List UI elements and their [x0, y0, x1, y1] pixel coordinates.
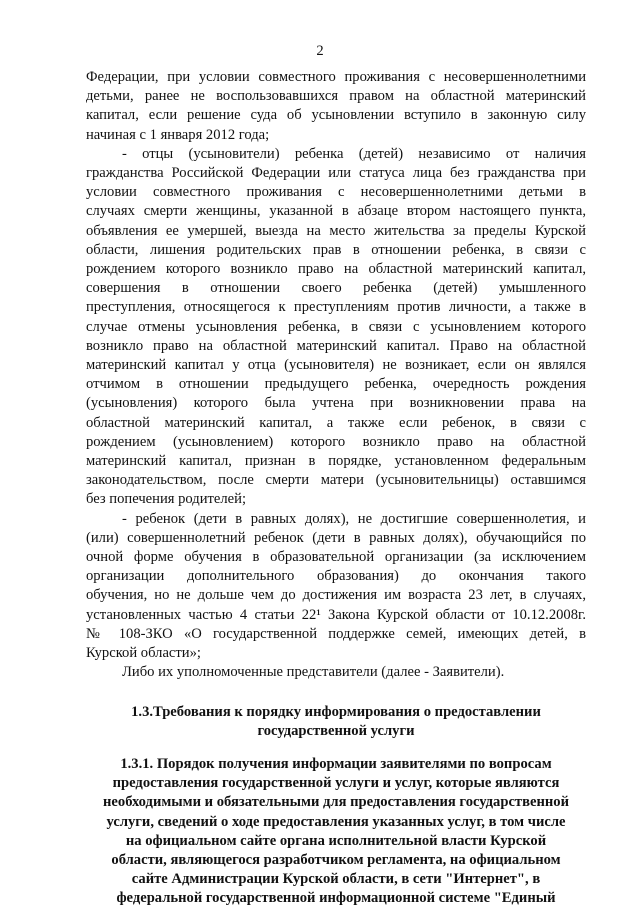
text-line: области, лишения родительских прав в отношении ребенка, в связи с [86, 241, 586, 258]
text-line: объявления ее умершей, выезда на место жительства за пределы Курской [86, 222, 586, 239]
text-line: капитал, если решение суда об усыновлении вступило в законную силу [86, 107, 586, 124]
text-line: рождением (усыновлением) которого возникло право на областной [86, 433, 586, 450]
text-line: случаях смерти женщины, указанной в абзаце втором настоящего пункта, [86, 203, 586, 220]
text-line: детьми, ранее не воспользовавшихся правом на областной материнский [86, 88, 586, 105]
paragraph-representatives [86, 663, 586, 682]
text-line: - отцы (усыновители) ребенка (детей) независимо от наличия [122, 145, 586, 162]
text-line: начиная с 1 января 2012 года; [86, 126, 270, 143]
text-line: отчимом в отношении предыдущего ребенка, очередность рождения [86, 376, 586, 393]
text-line: рождением которого возникло право на областной материнский капитал, [86, 261, 586, 278]
heading-line: услуги, сведений о ходе предоставления указанных услуг, в том числе [106, 813, 566, 830]
text-line: случае отмены усыновления ребенка, в связи с усыновлением которого [86, 318, 586, 335]
text-line: преступления, относящегося к преступлениям против личности, а также в [86, 299, 586, 316]
text-line: законодательством, после смерти матери (усыновительницы) оставшимся [86, 472, 586, 489]
text-line: возникло право на областной материнский капитал. Право на областной [86, 337, 586, 354]
paragraph-continuation [86, 68, 586, 145]
text-line: Либо их уполномоченные представители (далее - Заявители). [122, 664, 505, 681]
page-number: 2 [316, 43, 324, 59]
spacer [86, 741, 586, 755]
text-line: Федерации, при условии совместного проживания с несовершеннолетними [86, 69, 586, 85]
text-line: без попечения родителей; [86, 491, 247, 508]
heading-line: сайте Администрации Курской области, в сети "Интернет", в [131, 871, 541, 888]
text-line: условии совместного проживания с несовершеннолетними детьми в [86, 184, 586, 201]
heading-line: области, являющегося разработчиком регламента, на официальном [111, 851, 561, 868]
heading-line: необходимыми и обязательными для предоставления государственной [103, 794, 569, 811]
text-line: областной материнский капитал, а также если ребенок, в связи с [86, 414, 586, 431]
heading-line: 1.3.1. Порядок получения информации заявителями по вопросам [120, 755, 552, 772]
heading-line: государственной услуги [257, 722, 415, 739]
heading-line: 1.3.Требования к порядку информирования о предоставлении [131, 703, 541, 720]
text-line: № 108-ЗКО «О государственной поддержке семей, имеющих детей, в [86, 625, 586, 642]
heading-line: на официальном сайте органа исполнительной власти Курской [125, 832, 547, 849]
paragraph-child [86, 510, 586, 664]
text-line: совершения в отношении своего ребенка (детей) умышленного [86, 280, 586, 297]
text-line: - ребенок (дети в равных долях), не достигшие совершеннолетия, и [122, 510, 586, 527]
text-line: установленных частью 4 статьи 22¹ Закона Курской области от 10.12.2008г. [86, 606, 586, 623]
text-line: (или) совершеннолетний ребенок (дети в равных долях), обучающийся по [86, 529, 586, 546]
text-line: материнский капитал у отца (усыновителя) не возникает, если он являлся [86, 357, 586, 374]
text-line: обучения, но не дольше чем до достижения им возраста 23 лет, в случаях, [86, 587, 586, 604]
text-line: гражданства Российской Федерации или статуса лица без гражданства при [86, 165, 586, 182]
text-line: организации дополнительного образования) до окончания такого [86, 568, 586, 585]
heading-line: предоставления государственной услуги и услуг, которые являются [112, 775, 560, 792]
subsection-heading [86, 755, 586, 909]
heading-line: федеральной государственной информационной системе "Единый [116, 890, 556, 907]
text-line: очной форме обучения в образовательной организации (за исключением [86, 549, 586, 566]
text-line: (усыновления) которого была учтена при возникновении права на [86, 395, 586, 412]
document-body [86, 68, 586, 909]
text-line: Курской области»; [86, 645, 201, 662]
text-line: материнский капитал, признан в порядке, установленном федеральным [86, 453, 586, 470]
paragraph-fathers [86, 145, 586, 510]
section-heading [86, 703, 586, 741]
spacer [86, 683, 586, 703]
